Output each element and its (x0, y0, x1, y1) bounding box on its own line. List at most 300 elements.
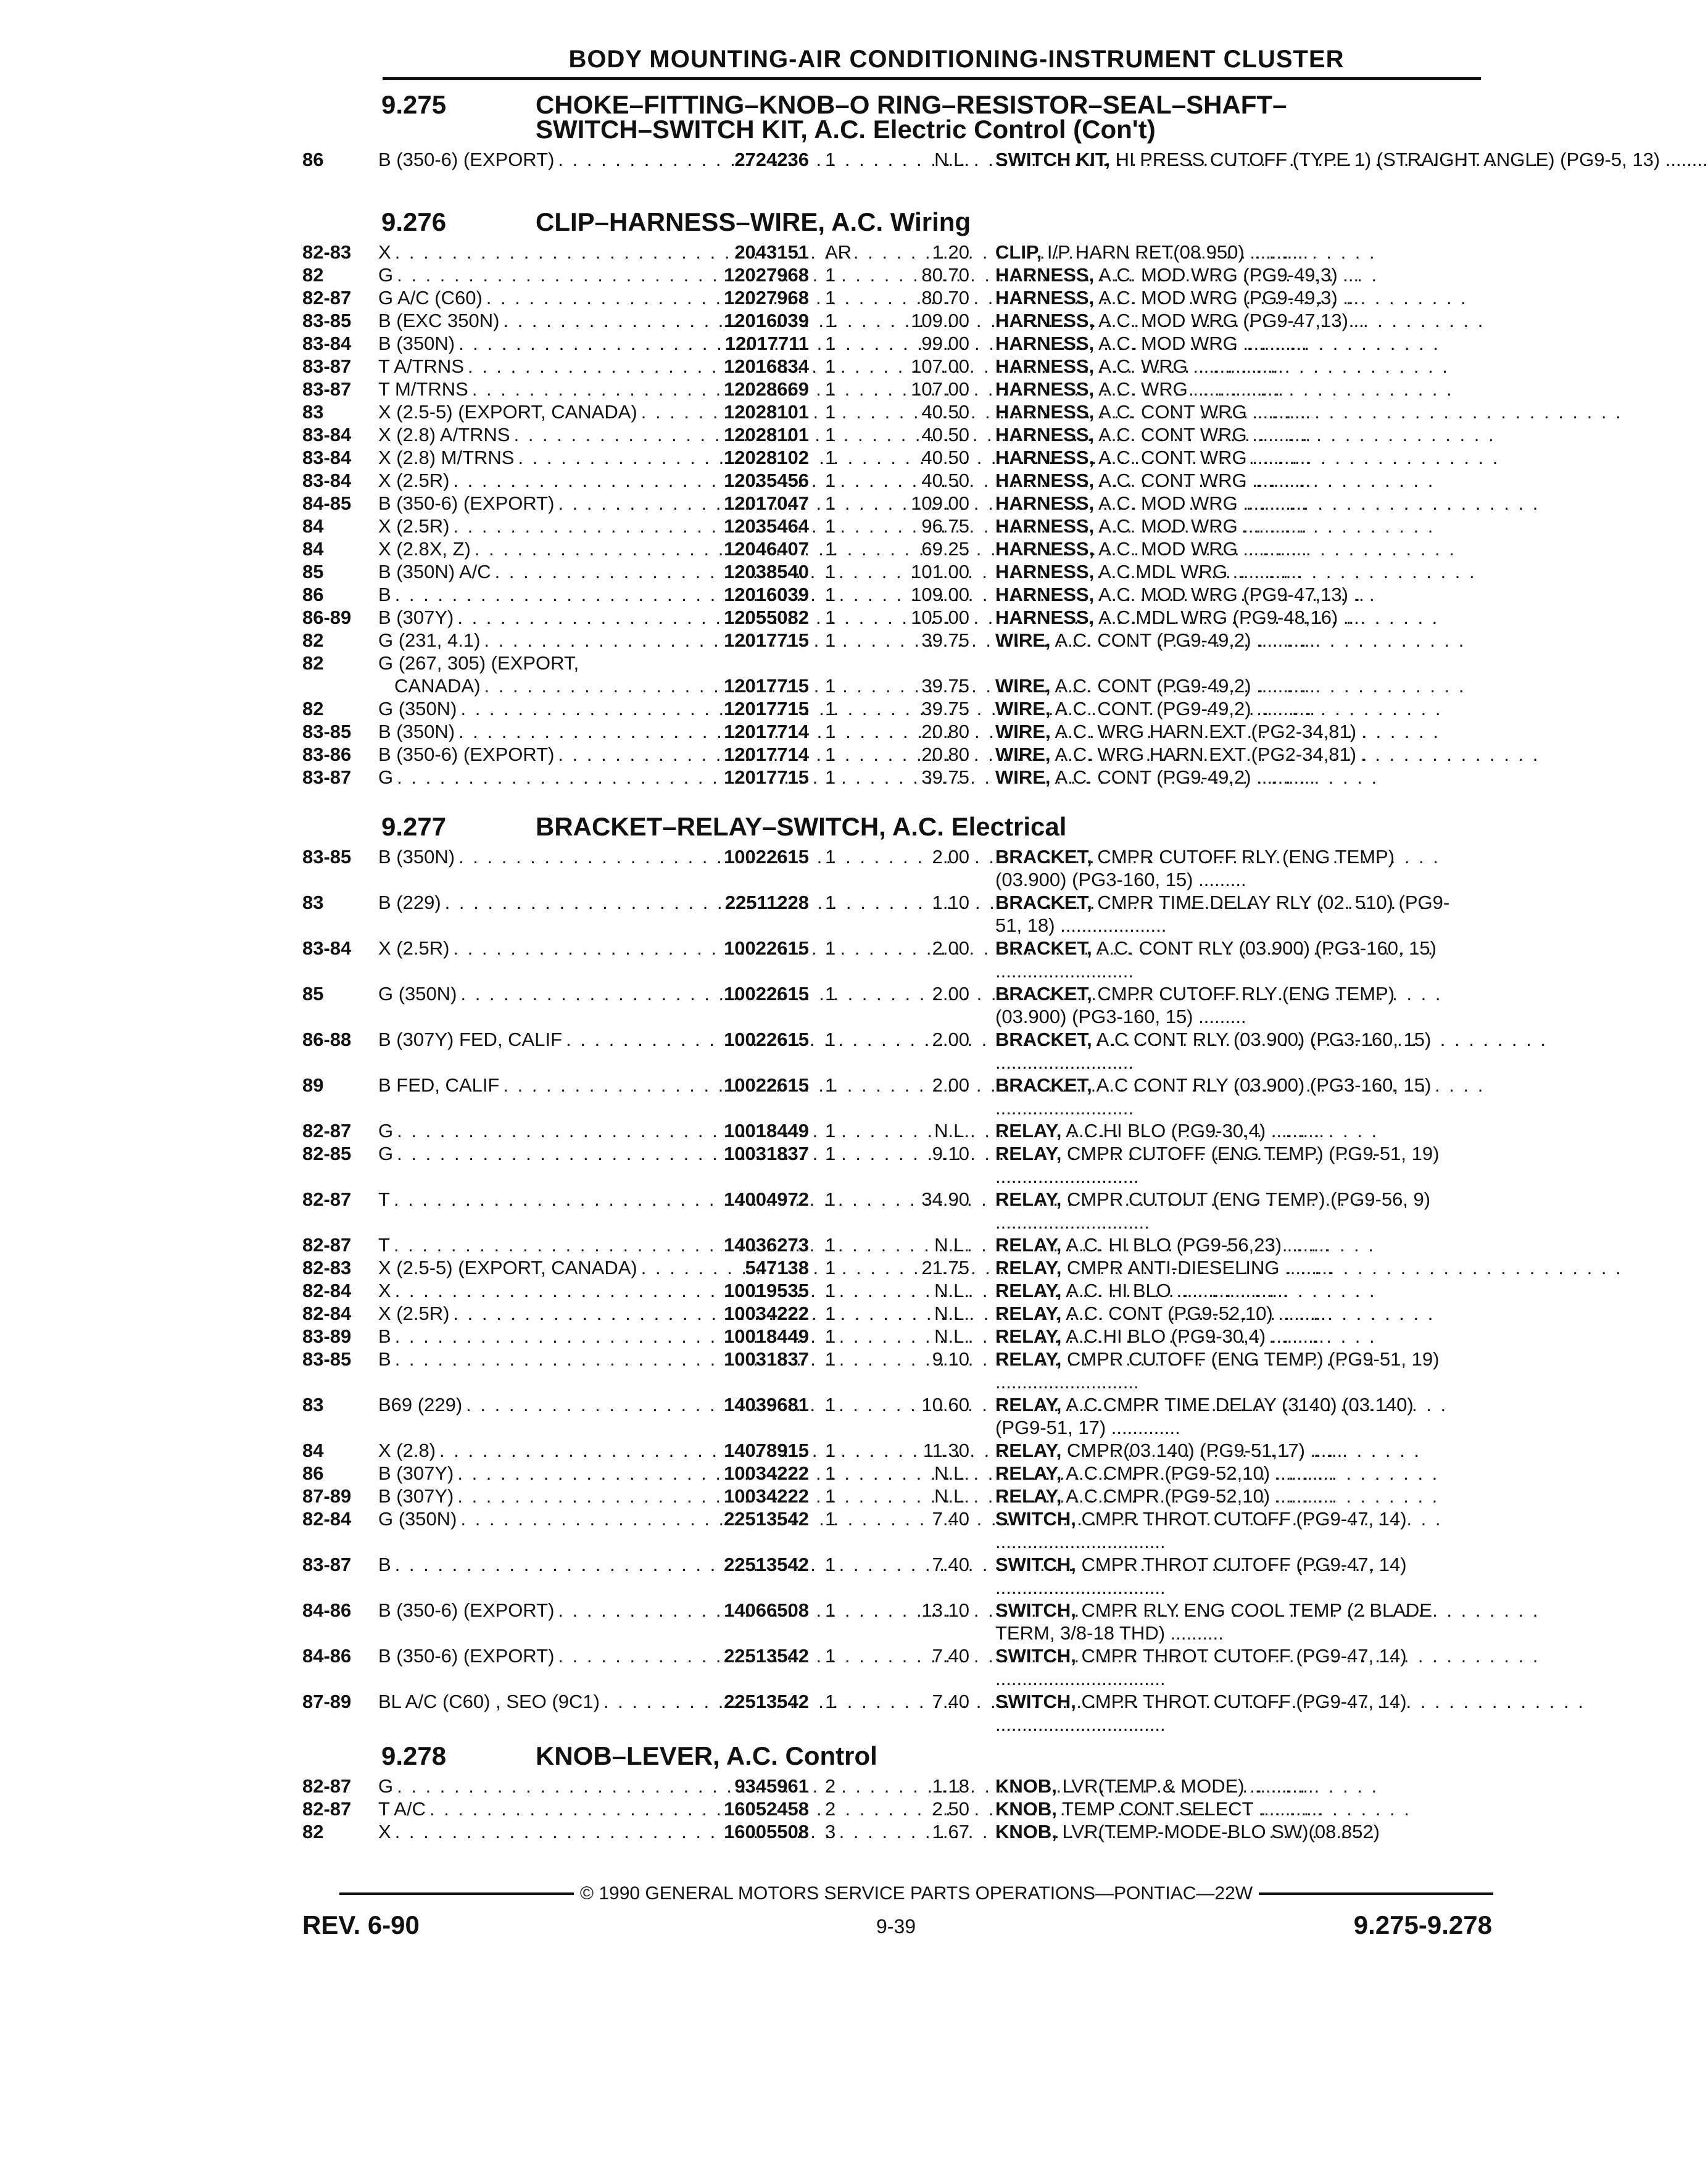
model-years: 83 (302, 401, 324, 423)
description-keyword: CLIP, (995, 241, 1042, 263)
part-number: 10034222 (724, 1303, 809, 1324)
description-text: A.C.CMPR TIME DELAY (3140) (03.140) (PG9-51, 17) ............. (995, 1394, 1414, 1438)
quantity: 1 (825, 698, 836, 719)
application-text: T A/TRNS (378, 355, 464, 377)
price: 2.00 (932, 1029, 969, 1050)
description-keyword: HARNESS, (995, 447, 1095, 468)
application-cell (378, 1279, 700, 1302)
application-text: G (231, 4.1) (378, 629, 481, 651)
part-number: 12017715 (724, 629, 809, 651)
description-keyword: HARNESS, (995, 264, 1095, 286)
part-number: 12017715 (724, 698, 809, 719)
price: N.L. (934, 1280, 969, 1301)
description-keyword: RELAY, (995, 1325, 1062, 1347)
application-text: X (378, 1280, 391, 1301)
price: 40.50 (921, 447, 969, 468)
price: 34.90 (921, 1188, 969, 1210)
description-text: A.C. MOD WRG ............ (1094, 538, 1307, 560)
part-number: 12028101 (724, 401, 809, 423)
model-years: 86-88 (302, 1029, 352, 1050)
description-text: A.C CONT RLY (03.900) (PG3-160, 15) .......................... (995, 1074, 1432, 1119)
description-cell (969, 1188, 1452, 1233)
quantity: AR (825, 241, 852, 263)
table-row (302, 446, 1493, 469)
quantity: 1 (825, 584, 836, 605)
price: 2.00 (932, 1074, 969, 1096)
application-cell (378, 1348, 700, 1393)
description-keyword: WIRE, (995, 675, 1051, 697)
description-keyword: BRACKET, (995, 937, 1092, 959)
description-keyword: HARNESS, (995, 378, 1095, 400)
table-row (302, 1439, 1493, 1462)
table-row (302, 1599, 1493, 1644)
model-years: 83-87 (302, 766, 352, 788)
price: 20.80 (921, 721, 969, 742)
quantity: 1 (825, 1645, 836, 1667)
part-number: 12017047 (724, 492, 809, 514)
table-row (302, 1119, 1493, 1142)
section-range: 9.275-9.278 (1353, 1910, 1492, 1939)
section-heading (302, 90, 1493, 119)
model-years: 84-86 (302, 1599, 352, 1621)
part-number: 22513542 (724, 1554, 809, 1575)
model-years: 82-87 (302, 1120, 352, 1142)
quantity: 1 (825, 937, 836, 959)
revision-label: REV. 6-90 (302, 1910, 420, 1939)
description-keyword: HARNESS, (995, 401, 1095, 423)
description-text: CMPR CUTOFF RLY (ENG TEMP) (03.900) (PG3-160, 15) ......... (995, 983, 1395, 1027)
model-years: 82 (302, 1821, 324, 1842)
description-text: CMPR THROT CUTOFF (PG9-47, 14) ................................ (995, 1691, 1407, 1735)
application-cell (378, 891, 700, 937)
quantity: 1 (825, 492, 836, 514)
part-number: 10034222 (724, 1462, 809, 1484)
quantity: 1 (825, 424, 836, 446)
price: N.L. (934, 1234, 969, 1256)
part-number: 10022615 (724, 937, 809, 959)
part-number: 10022615 (724, 983, 809, 1005)
description-text: CMPR THROT CUTOFF (PG9-47, 14) ................................ (995, 1508, 1407, 1552)
model-years: 83-84 (302, 424, 352, 446)
model-years: 86 (302, 584, 324, 605)
description-keyword: WIRE, (995, 744, 1051, 765)
description-text: A.C. MOD WRG (PG9-47,13) .. (1094, 310, 1364, 331)
part-number (700, 652, 809, 674)
model-years: 83 (302, 1394, 324, 1416)
application-text: X (2.8) M/TRNS (378, 447, 515, 468)
part-number: 14004972 (724, 1188, 809, 1210)
description-cell (969, 583, 1452, 606)
quantity: 1 (825, 1029, 836, 1050)
description-cell (969, 697, 1452, 720)
price: 9.10 (932, 1143, 969, 1164)
application-cell (378, 1325, 700, 1348)
application-text: B (350-6) (EXPORT) (378, 1599, 555, 1621)
application-text: B (350N) (378, 721, 455, 742)
description-text: A.C. MOD WRG ............ (1094, 492, 1307, 514)
part-number: 12016834 (724, 355, 809, 377)
page-header (309, 46, 1481, 80)
price: 39.75 (921, 766, 969, 788)
application-cell (378, 1797, 700, 1820)
application-text: B (307Y) (378, 1485, 454, 1507)
application-text: G (350N) (378, 1508, 457, 1530)
description-keyword: BRACKET, (995, 1074, 1092, 1096)
description-keyword: RELAY, (995, 1280, 1062, 1301)
description-text: A.C. CONT (PG9-52,10) ......... (1061, 1303, 1326, 1324)
part-number: 2724236 (734, 149, 809, 170)
table-row (302, 652, 1493, 674)
description-cell (969, 766, 1452, 789)
quantity: 1 (825, 1143, 836, 1164)
section-9-275 (302, 90, 1708, 171)
part-number: 547138 (745, 1257, 809, 1279)
table-row (302, 891, 1493, 937)
description-text: A.C.CMPR (PG9-52,10) ........... (1061, 1462, 1334, 1484)
table-row (302, 1553, 1493, 1599)
quantity: 3 (825, 1821, 836, 1842)
description-text: A.C. CONT WRG ........... (1094, 447, 1311, 468)
application-cell (378, 469, 700, 492)
quantity: 1 (825, 264, 836, 286)
description-keyword: HARNESS, (995, 470, 1095, 491)
application-text: G (267, 305) (EXPORT, (378, 652, 579, 674)
quantity: 1 (825, 721, 836, 742)
table-row (302, 537, 1493, 560)
table-row (302, 1302, 1493, 1325)
application-text: B (378, 1348, 391, 1370)
description-cell (969, 1507, 1452, 1553)
model-years: 86 (302, 1462, 324, 1484)
price: N.L. (934, 149, 969, 170)
model-years: 82-84 (302, 1280, 352, 1301)
application-cell (378, 982, 700, 1028)
application-text: G (350N) (378, 698, 457, 719)
price: 7.40 (932, 1645, 969, 1667)
part-number: 10019535 (724, 1280, 809, 1301)
quantity: 1 (825, 287, 836, 309)
parts-table (302, 148, 1708, 171)
description-cell (969, 1439, 1452, 1462)
description-text: CMPR THROT CUTOFF (PG9-47, 14) ................................ (995, 1554, 1407, 1598)
model-years: 82-87 (302, 1188, 352, 1210)
application-cell (378, 560, 700, 583)
description-text: A.C. HI BLO ..................... (1061, 1280, 1288, 1301)
copyright-text: © 1990 GENERAL MOTORS SERVICE PARTS OPERATIONS—PONTIAC—22W (579, 1883, 1253, 1904)
section-title: CLIP–HARNESS–WIRE, A.C. Wiring (536, 207, 971, 236)
description-cell (969, 1302, 1452, 1325)
footer-rule-left (339, 1892, 574, 1895)
table-row (302, 697, 1493, 720)
quantity: 1 (825, 629, 836, 651)
application-cell (378, 515, 700, 537)
table-row (302, 263, 1493, 286)
model-years: 86 (302, 149, 324, 170)
description-keyword: RELAY, (995, 1462, 1062, 1484)
section-9-278 (302, 1741, 1493, 1843)
price: 80.70 (921, 287, 969, 309)
application-cell (378, 1028, 700, 1074)
description-text: A.C. WRG ................. (1094, 378, 1283, 400)
model-years: 83-85 (302, 1348, 352, 1370)
part-number: 12017714 (724, 721, 809, 742)
table-row (302, 937, 1493, 982)
model-years: 85 (302, 561, 324, 582)
description-cell (969, 286, 1452, 309)
description-cell (969, 652, 1452, 674)
application-cell (378, 697, 700, 720)
part-number: 10022615 (724, 846, 809, 868)
part-number: 12017715 (724, 766, 809, 788)
section-heading (302, 1741, 1493, 1770)
application-text: G (378, 264, 394, 286)
table-row (302, 400, 1493, 423)
part-number: 12035464 (724, 515, 809, 537)
description-cell (969, 1797, 1452, 1820)
application-cell (378, 263, 700, 286)
description-text: A.C.MDL WRG ............. (1094, 561, 1302, 582)
description-text: A.C. CONT (PG9-49,2) ........... (1050, 766, 1315, 788)
model-years: 87-89 (302, 1691, 352, 1712)
quantity: 1 (825, 1440, 836, 1461)
description-text: A.C. MOD WRG (PG9-49,3) ... (1094, 287, 1359, 309)
section-heading (302, 814, 1493, 839)
price: 105.00 (911, 607, 969, 628)
price: 39.75 (921, 675, 969, 697)
description-cell (969, 1775, 1452, 1797)
price: 40.50 (921, 401, 969, 423)
description-text: CMPR CUTOFF (ENG TEMP) (PG9-51, 19) ........................... (995, 1143, 1440, 1187)
table-row (302, 1690, 1493, 1736)
description-cell (969, 355, 1452, 378)
part-number: 22513542 (724, 1645, 809, 1667)
application-text: B69 (229) (378, 1394, 463, 1416)
description-cell (969, 537, 1452, 560)
description-cell (969, 309, 1452, 332)
part-number: 12055082 (724, 607, 809, 628)
description-keyword: RELAY, (995, 1120, 1062, 1142)
application-text: B (307Y) FED, CALIF (378, 1029, 563, 1050)
description-cell (969, 1644, 1452, 1690)
table-row (302, 1393, 1493, 1439)
table-row (302, 1256, 1493, 1279)
application-cell (378, 743, 700, 766)
quantity: 1 (825, 766, 836, 788)
quantity: 1 (825, 470, 836, 491)
part-number: 16005508 (724, 1821, 809, 1842)
table-row (302, 1485, 1493, 1507)
table-row (302, 766, 1493, 789)
application-cell (378, 652, 700, 674)
application-text: B (378, 584, 391, 605)
application-cell (378, 423, 700, 446)
application-cell (378, 674, 700, 697)
quantity: 1 (825, 1120, 836, 1142)
description-text: CMPR TIME DELAY RLY (02. 510) (PG9-51, 18) .................... (995, 892, 1450, 936)
table-row (302, 515, 1493, 537)
price: 107.00 (911, 355, 969, 377)
table-row (302, 1188, 1493, 1233)
price: 109.00 (911, 584, 969, 605)
application-cell (378, 537, 700, 560)
quantity (809, 652, 881, 674)
application-text: X (2.8X, Z) (378, 538, 471, 560)
part-number: 22511228 (724, 892, 809, 913)
model-years: 82-87 (302, 1234, 352, 1256)
description-cell (969, 720, 1452, 743)
model-years: 83-85 (302, 721, 352, 742)
price: 101.00 (911, 561, 969, 582)
description-keyword: BRACKET, (995, 892, 1092, 913)
section-number: 9.275 (381, 90, 447, 119)
application-cell (378, 400, 700, 423)
description-cell (969, 1119, 1452, 1142)
description-keyword: SWITCH, (995, 1508, 1076, 1530)
model-years: 83-87 (302, 378, 352, 400)
description-cell (969, 1233, 1452, 1256)
application-cell (378, 1644, 700, 1690)
quantity: 1 (825, 1280, 836, 1301)
application-text: T M/TRNS (378, 378, 468, 400)
description-cell (969, 241, 1452, 263)
application-text: B (307Y) (378, 607, 454, 628)
model-years: 89 (302, 1074, 324, 1096)
application-cell (378, 1233, 700, 1256)
description-cell (969, 1142, 1452, 1188)
part-number: 10018449 (724, 1120, 809, 1142)
table-row (302, 606, 1493, 629)
price: 96.75 (921, 515, 969, 537)
table-row (302, 1775, 1493, 1797)
price: 7.40 (932, 1691, 969, 1712)
application-text: B (350-6) (EXPORT) (378, 149, 555, 170)
model-years: 83-87 (302, 355, 352, 377)
price: 99.00 (921, 333, 969, 354)
description-text: A.C.CMPR (PG9-52,10) ........... (1061, 1485, 1334, 1507)
description-keyword: RELAY, (995, 1440, 1062, 1461)
application-cell (378, 309, 700, 332)
table-row (302, 332, 1493, 355)
price: 39.75 (921, 629, 969, 651)
description-keyword: HARNESS, (995, 287, 1095, 309)
application-text: X (2.5R) (378, 470, 450, 491)
description-keyword: HARNESS, (995, 584, 1095, 605)
quantity: 1 (825, 355, 836, 377)
page-title: BODY MOUNTING-AIR CONDITIONING-INSTRUMENT CLUSTER (568, 46, 1345, 73)
application-cell (378, 720, 700, 743)
application-cell (378, 1553, 700, 1599)
table-row (302, 469, 1493, 492)
description-cell (969, 1028, 1452, 1074)
description-text: A.C. CONT (PG9-49,2) ........... (1050, 698, 1315, 719)
quantity: 2 (825, 1798, 836, 1820)
description-text: CMPR(03.140) (PG9-51,17) ...... (1061, 1440, 1343, 1461)
model-years: 82 (302, 698, 324, 719)
price: 11.30 (922, 1440, 969, 1461)
header-rule (383, 77, 1481, 80)
model-years (302, 674, 378, 697)
price: 7.40 (932, 1554, 969, 1575)
part-number: 12017715 (724, 675, 809, 697)
table-row (302, 1325, 1493, 1348)
description-text: A.C. CONT WRG ........... (1094, 424, 1311, 446)
description-cell (969, 515, 1452, 537)
application-text: G (350N) (378, 983, 457, 1005)
description-text: A.C.MDL WRG (PG9-48,16) ... (1094, 607, 1359, 628)
section-9-276 (302, 207, 1493, 789)
description-cell (969, 560, 1452, 583)
price: 1.10 (932, 892, 969, 913)
description-keyword: WIRE, (995, 721, 1051, 742)
table-row (302, 241, 1493, 263)
model-years: 83-84 (302, 333, 352, 354)
quantity: 1 (825, 1599, 836, 1621)
table-row (302, 845, 1493, 891)
application-text: G (378, 1120, 394, 1142)
description-text: LVR(TEMP-MODE-BLO SW)(08.852) (1056, 1821, 1380, 1842)
description-cell (969, 1462, 1452, 1485)
application-text: X (2.5R) (378, 1303, 450, 1324)
description-keyword: HARNESS, (995, 561, 1095, 582)
part-number: 10022615 (724, 1029, 809, 1050)
application-text: G (378, 1143, 394, 1164)
model-years: 82-87 (302, 287, 352, 309)
description-keyword: RELAY, (995, 1188, 1062, 1210)
description-cell (969, 469, 1452, 492)
description-cell (969, 378, 1452, 400)
application-cell (378, 446, 700, 469)
quantity: 1 (825, 401, 836, 423)
description-cell (969, 1485, 1452, 1507)
section-number: 9.276 (381, 207, 447, 236)
quantity: 1 (825, 1303, 836, 1324)
application-cell (378, 606, 700, 629)
application-text: B (350-6) (EXPORT) (378, 492, 555, 514)
quantity: 1 (825, 1257, 836, 1279)
price: 7.40 (932, 1508, 969, 1530)
description-keyword: KNOB, (995, 1798, 1057, 1820)
model-years: 82-87 (302, 1775, 352, 1797)
parts-table (302, 1775, 1493, 1843)
model-years: 83-84 (302, 447, 352, 468)
application-text: B (EXC 350N) (378, 310, 500, 331)
price: 1.20 (932, 241, 969, 263)
table-row (302, 560, 1493, 583)
price: N.L. (934, 1462, 969, 1484)
description-keyword: HARNESS, (995, 515, 1095, 537)
part-number: 12016039 (724, 584, 809, 605)
application-text: B (350-6) (EXPORT) (378, 1645, 555, 1667)
table-row (302, 1348, 1493, 1393)
application-cell (378, 1690, 700, 1736)
application-cell (378, 1820, 700, 1843)
price: 9.10 (932, 1348, 969, 1370)
parts-table (302, 845, 1493, 1736)
model-years: 82-83 (302, 1257, 352, 1279)
part-number: 12028669 (724, 378, 809, 400)
description-text: A.C. WRG HARN EXT (PG2-34,81) . (1050, 744, 1367, 765)
quantity: 1 (825, 1234, 836, 1256)
application-text: B (229) (378, 892, 441, 913)
application-text: B (378, 1554, 391, 1575)
description-text: A.C. CONT WRG ........... (1094, 470, 1311, 491)
part-number: 10031837 (724, 1348, 809, 1370)
part-number: 2043151 (734, 241, 809, 263)
model-years: 83 (302, 892, 324, 913)
application-text: G A/C (C60) (378, 287, 483, 309)
part-number: 12038540 (724, 561, 809, 582)
price: 2.50 (932, 1798, 969, 1820)
